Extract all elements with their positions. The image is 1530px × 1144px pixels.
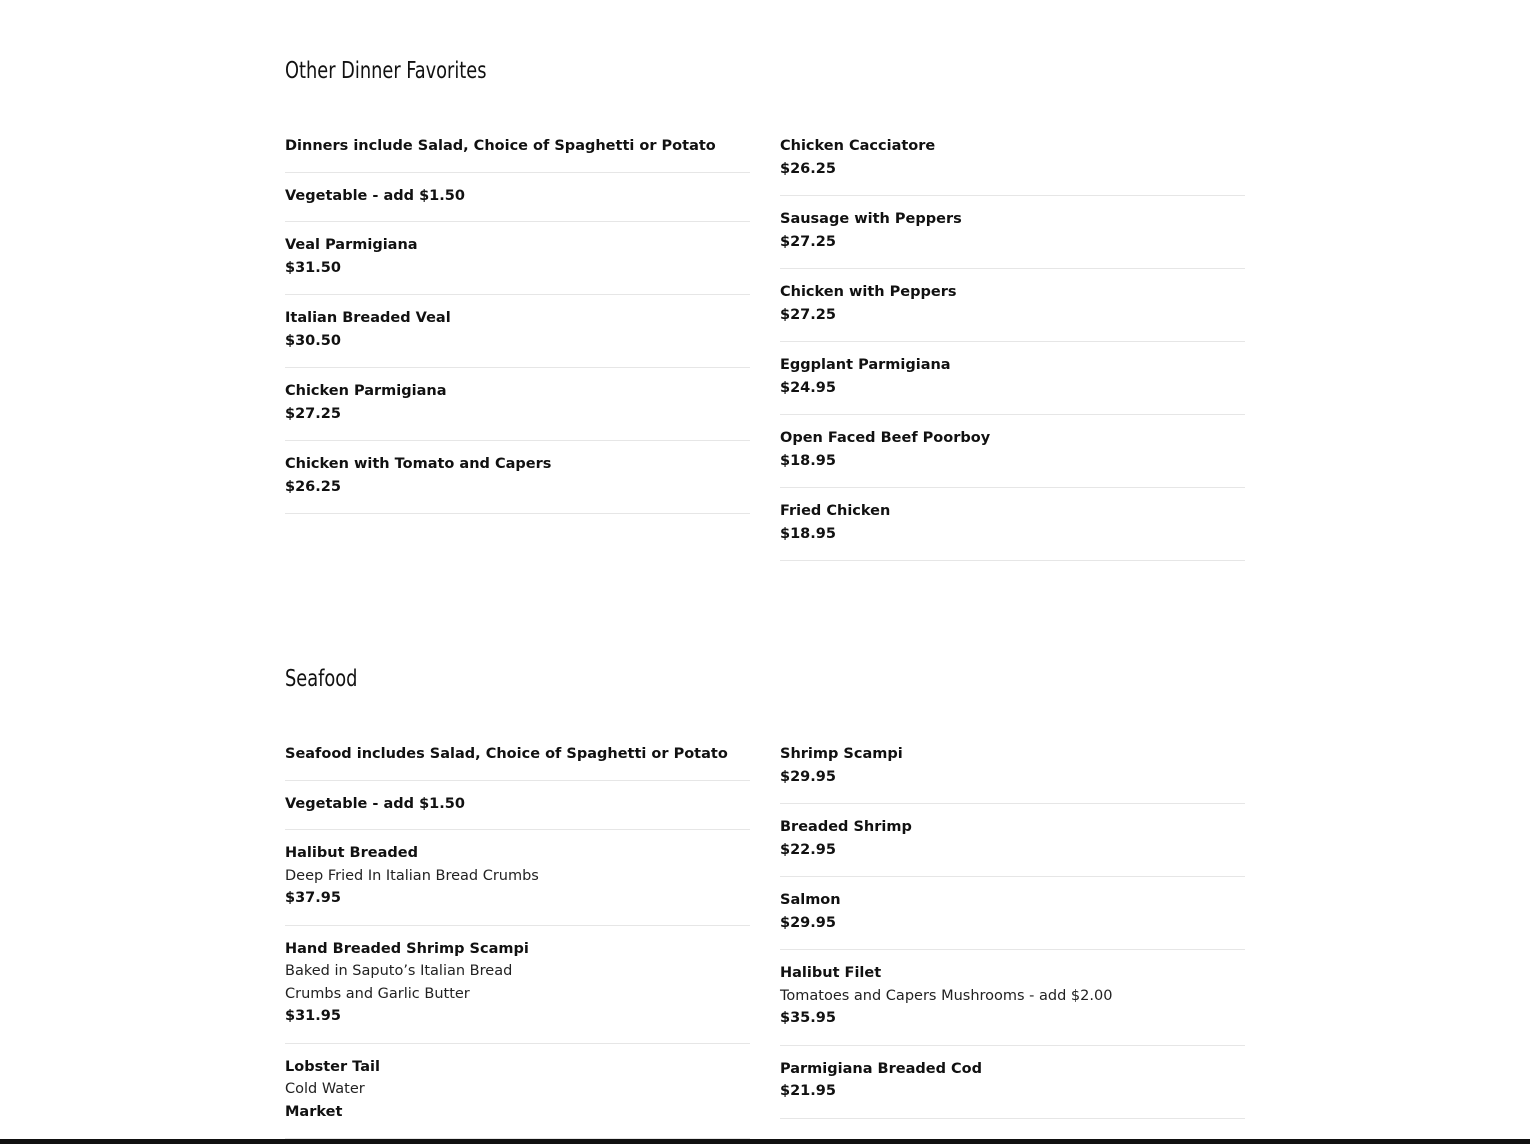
menu-item-name: Veal Parmigiana [285,237,418,253]
menu-item-price: $27.25 [780,306,836,323]
menu-item [780,415,1245,488]
menu-note [285,173,750,223]
section-title: Other Dinner Favorites [285,58,487,84]
menu-item-name: Breaded Shrimp [780,819,912,835]
dinner-section [285,57,1245,617]
menu-item-name: Chicken with Tomato and Capers [285,456,552,472]
menu-column-right [780,743,1245,1119]
menu-column-left [285,743,750,1139]
menu-item-price: Market [285,1103,343,1120]
menu-item-name: Lobster Tail [285,1058,380,1075]
menu-item-name: Hand Breaded Shrimp Scampi [285,940,529,957]
menu-item [780,804,1245,877]
menu-item-price: $22.95 [780,841,836,858]
menu-item-description: Baked in Saputo’s Italian Bread [285,963,513,979]
menu-item-name: Chicken Parmigiana [285,383,447,399]
menu-item-description: Cold Water [285,1081,365,1097]
menu-item-name: Parmigiana Breaded Cod [780,1060,982,1077]
menu-item-price: $26.25 [285,478,341,495]
menu-item-price: $37.95 [285,890,341,906]
menu-item-price: $31.50 [285,259,341,276]
menu-item-price: $24.95 [780,379,836,396]
menu-item [285,926,750,1044]
menu-item-price: $31.95 [285,1008,341,1024]
menu-note-text: Vegetable - add $1.50 [285,187,465,204]
menu-note-text: Seafood includes Salad, Choice of Spaghetti or Potato [285,746,728,762]
menu-item-name: Chicken Cacciatore [780,138,936,154]
menu-item-name: Sausage with Peppers [780,211,962,227]
menu-item-name: Eggplant Parmigiana [780,357,951,373]
menu-note-text: Dinners include Salad, Choice of Spaghetti or Potato [285,138,716,154]
menu-item [780,877,1245,950]
menu-item [285,830,750,926]
menu-item [780,488,1245,561]
menu-item-price: $29.95 [780,914,836,931]
menu-item-name: Halibut Breaded [285,845,418,861]
menu-item [780,269,1245,342]
menu-item [780,1046,1245,1119]
menu-column-left [285,135,750,514]
section-title: Seafood [285,666,358,692]
bottom-bar [0,1139,1530,1144]
menu-item [780,743,1245,804]
menu-item [780,135,1245,196]
menu-item-name: Open Faced Beef Poorboy [780,430,991,446]
menu-item-name: Shrimp Scampi [780,746,903,762]
menu-item-name: Salmon [780,892,841,908]
menu-item-price: $27.25 [780,233,836,250]
menu-item [780,342,1245,415]
menu-item-price: $35.95 [780,1010,836,1026]
menu-item [285,368,750,441]
menu-item-name: Italian Breaded Veal [285,310,451,326]
menu-item [285,295,750,368]
menu-item-price: $26.25 [780,160,836,177]
menu-item-price: $18.95 [780,525,836,542]
menu-item [285,1044,750,1140]
menu-item-description: Tomatoes and Capers Mushrooms - add $2.00 [780,987,1113,1004]
menu-note [285,781,750,831]
menu-item-description: Crumbs and Garlic Butter [285,985,470,1002]
menu-note [285,743,750,781]
menu-item-name: Halibut Filet [780,965,882,981]
menu-item [780,196,1245,269]
seafood-section [285,665,1245,1144]
menu-item [285,441,750,514]
menu-note [285,135,750,173]
menu-item-name: Chicken with Peppers [780,284,957,300]
menu-item-description: Deep Fried In Italian Bread Crumbs [285,867,539,884]
menu-item-price: $30.50 [285,332,341,349]
menu-note-text: Vegetable - add $1.50 [285,795,465,812]
menu-item-price: $27.25 [285,405,341,422]
menu-item-name: Fried Chicken [780,503,891,519]
menu-item-price: $21.95 [780,1083,836,1099]
menu-column-right [780,135,1245,561]
menu-item-price: $18.95 [780,452,836,469]
menu-item [285,222,750,295]
menu-item-price: $29.95 [780,768,836,785]
menu-item [780,950,1245,1046]
